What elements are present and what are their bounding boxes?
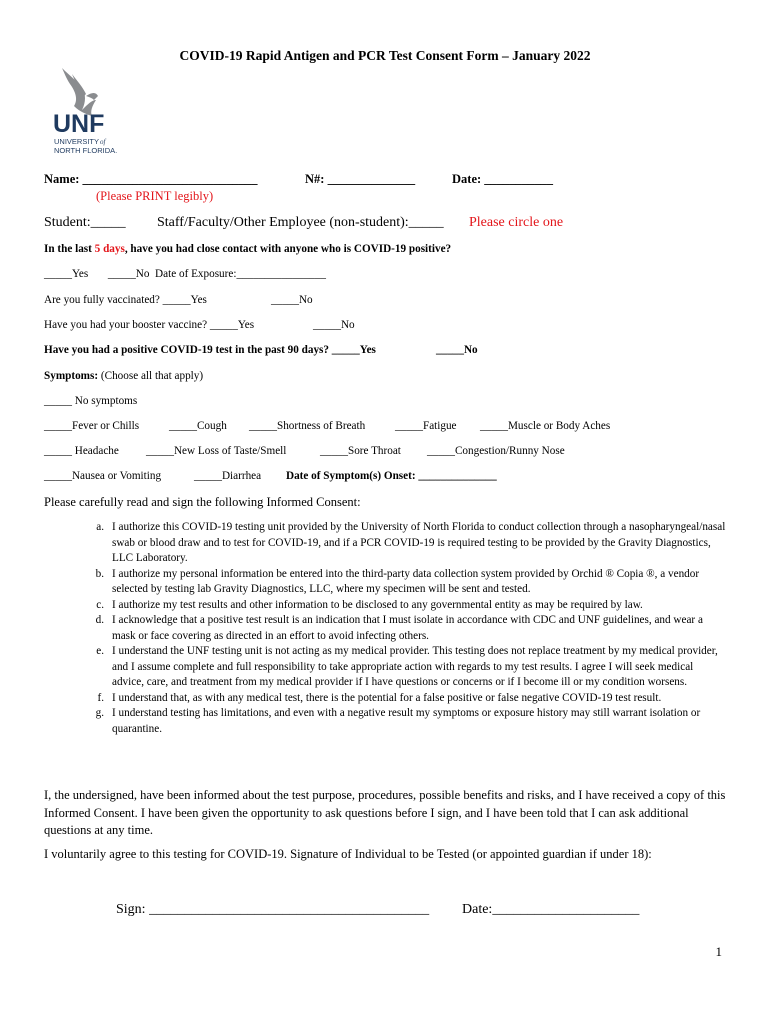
contact-question-pre: In the last <box>44 243 95 255</box>
n-number-field[interactable]: N#: ______________ <box>305 172 416 186</box>
symptom-throat[interactable]: _____Sore Throat <box>320 445 401 457</box>
logo-north-florida-text: NORTH FLORIDA. <box>54 146 118 155</box>
staff-option[interactable]: Staff/Faculty/Other Employee (non-student):_____ <box>157 215 444 230</box>
consent-item-text: I understand the UNF testing unit is not acting as my medical provider. This testing does not replace treatment by my medical provider, and I assume complete and full responsibility to take appropriate action with regards to my test results. I agree I will seek medical advice, care, and treatment from my medical provider if I have questions or concerns or if I become ill or my condition worsens. <box>112 645 718 688</box>
vaccinated-no[interactable]: _____No <box>271 294 313 306</box>
name-field[interactable]: Name: ____________________________ <box>44 172 258 186</box>
symptoms-label-bold: Symptoms: <box>44 370 99 382</box>
vaccinated-question[interactable]: Are you fully vaccinated? _____Yes <box>44 294 207 306</box>
symptom-none[interactable]: _____ No symptoms <box>44 395 138 407</box>
consent-item-marker: e. <box>96 645 104 657</box>
consent-item-text: I acknowledge that a positive test result is an indication that I must isolate in accordance with CDC and UNF guidelines, and wear a mask or face covering as directed in an effort to avoid infecting others. <box>112 614 703 642</box>
booster-question[interactable]: Have you had your booster vaccine? _____Yes <box>44 319 255 331</box>
undersigned-paragraph: I, the undersigned, have been informed about the test purpose, procedures, possible benefits and risks, and I have received a copy of this Informed Consent. I have been given the opportunity to ask questions before I sign, and I have been told that I can ask additional questions at any time. <box>44 788 726 837</box>
symptom-fatigue[interactable]: _____Fatigue <box>395 420 457 432</box>
print-legibly-note: (Please PRINT legibly) <box>96 189 214 203</box>
positive-test-no[interactable]: _____No <box>436 344 478 356</box>
consent-item-marker: c. <box>96 598 104 611</box>
signature-date[interactable]: Date:_____________________ <box>462 902 640 917</box>
consent-item <box>66 691 726 707</box>
symptom-breath[interactable]: _____Shortness of Breath <box>249 420 366 432</box>
logo-unf-text: UNF <box>53 110 105 138</box>
consent-list <box>66 520 726 737</box>
symptom-aches[interactable]: _____Muscle or Body Aches <box>480 420 611 432</box>
symptoms-label <box>44 370 203 382</box>
symptoms-label-rest: (Choose all that apply) <box>98 370 204 382</box>
symptom-congestion[interactable]: _____Congestion/Runny Nose <box>427 445 565 457</box>
symptom-diarrhea[interactable]: _____Diarrhea <box>194 470 262 482</box>
consent-item <box>66 567 726 598</box>
logo-of-text: of <box>100 138 106 146</box>
consent-item-marker: g. <box>95 707 104 719</box>
symptom-taste[interactable]: _____New Loss of Taste/Smell <box>146 445 287 457</box>
consent-item-marker: f. <box>97 691 104 704</box>
date-field[interactable]: Date: ___________ <box>452 172 554 186</box>
symptom-nausea[interactable]: _____Nausea or Vomiting <box>44 470 162 482</box>
logo-university-text: UNIVERSITY <box>54 137 100 146</box>
consent-item-text: I authorize this COVID-19 testing unit provided by the University of North Florida to conduct collection through a nasopharyngeal/nasal swab or blood draw and to test for COVID-19, and if a PCR COVID-19 is required testing to be provided by the Gravity Diagnostics, LLC Laboratory. <box>112 521 726 564</box>
form-title: COVID-19 Rapid Antigen and PCR Test Consent Form – January 2022 <box>179 48 591 63</box>
consent-item-text: I authorize my personal information be entered into the third-party data collection system provided by Orchid ® Copia ®, a vendor selected by testing lab Gravity Diagnostics, LLC, where my specimen will be sent and tested. <box>112 567 700 595</box>
consent-item-text: I authorize my test results and other information to be disclosed to any governmental entity as may be required by law. <box>112 598 643 611</box>
circle-one-note: Please circle one <box>469 215 564 230</box>
symptom-cough[interactable]: _____Cough <box>169 420 227 432</box>
contact-question-days: 5 days <box>94 243 125 255</box>
consent-item <box>66 644 726 691</box>
symptom-headache[interactable]: _____ Headache <box>44 445 119 457</box>
consent-item-text: I understand testing has limitations, and even with a negative result my symptoms or exposure history may still warrant isolation or quarantine. <box>112 707 701 735</box>
voluntary-paragraph: I voluntarily agree to this testing for COVID-19. Signature of Individual to be Tested (or appointed guardian if under 18): <box>44 847 652 861</box>
consent-item <box>66 613 726 644</box>
consent-item-marker: d. <box>95 614 104 626</box>
contact-question <box>44 243 451 255</box>
page-number: 1 <box>715 944 722 959</box>
consent-item <box>66 520 726 567</box>
student-option[interactable]: Student:_____ <box>44 215 126 230</box>
symptom-fever[interactable]: _____Fever or Chills <box>44 420 140 432</box>
contact-answers[interactable]: _____Yes _____No Date of Exposure:________________ <box>44 268 326 280</box>
consent-item-marker: a. <box>96 521 104 533</box>
signature-line[interactable]: Sign: ________________________________________ <box>116 902 430 917</box>
unf-osprey-logo <box>52 66 142 162</box>
booster-no[interactable]: _____No <box>313 319 355 331</box>
consent-item <box>66 598 726 614</box>
contact-question-post: , have you had close contact with anyone who is COVID-19 positive? <box>124 243 452 255</box>
consent-item-marker: b. <box>95 567 104 580</box>
consent-intro: Please carefully read and sign the following Informed Consent: <box>44 495 361 509</box>
consent-item <box>66 706 726 737</box>
consent-item-text: I understand that, as with any medical test, there is the potential for a false positive or false negative COVID-19 test result. <box>112 691 662 704</box>
positive-test-question[interactable]: Have you had a positive COVID-19 test in the past 90 days? _____Yes <box>44 344 376 356</box>
symptom-onset-date[interactable]: Date of Symptom(s) Onset: ______________ <box>286 470 497 482</box>
